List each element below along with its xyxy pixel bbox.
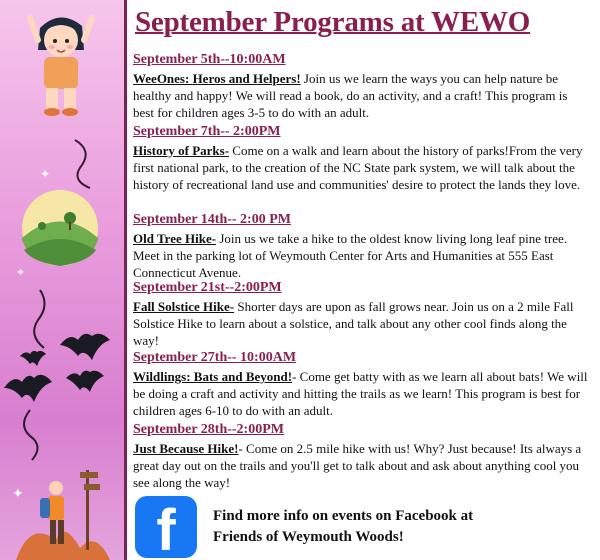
event-date: September 5th--10:00AM — [133, 52, 286, 67]
event-date: September 27th-- 10:00AM — [133, 350, 297, 365]
hiker-illustration — [16, 470, 110, 560]
event-date: September 7th-- 2:00PM — [133, 124, 281, 139]
event-date: September 21st--2:00PM — [133, 280, 282, 295]
program-content — [133, 0, 595, 560]
facebook-logo-letter: f — [156, 498, 176, 558]
swirl-decoration — [34, 290, 44, 348]
event-sept-27 — [133, 350, 591, 419]
event-sept-21 — [133, 280, 591, 349]
event-name: Old Tree Hike- — [133, 231, 217, 246]
event-text: - Come on 2.5 mile hike with us! Why? Just because! Its always a great day out on the trails and you'll get to talk about and ask about anything cool you see along the way! — [133, 441, 582, 490]
event-text: Shorter days are upon as fall grows near. Join us on a 2 mile Fall Solstice Hike to learn about a solstice, and talk about any other cool finds along the way! — [133, 299, 574, 348]
event-description — [133, 70, 591, 121]
event-date: September 28th--2:00PM — [133, 422, 284, 437]
event-description — [133, 142, 591, 193]
facebook-info-line-1: Find more info on events on Facebook at — [213, 508, 474, 524]
event-name: History of Parks- — [133, 143, 230, 158]
event-sept-5 — [133, 52, 591, 121]
decorative-sidebar — [0, 0, 124, 560]
facebook-info-line-2: Friends of Weymouth Woods! — [213, 529, 404, 545]
facebook-logo-icon — [135, 496, 197, 558]
event-description — [133, 298, 591, 349]
event-sept-7 — [133, 124, 591, 193]
landscape-illustration — [22, 190, 98, 266]
bats-illustration — [4, 334, 110, 402]
sidebar-divider — [124, 0, 127, 560]
svg-text:✦: ✦ — [12, 487, 24, 502]
page-title: September Programs at WEWO — [135, 6, 531, 38]
facebook-info — [213, 506, 593, 548]
sidebar-illustrations — [0, 0, 124, 560]
girl-illustration — [30, 17, 92, 116]
event-name: Just Because Hike! — [133, 441, 239, 456]
event-description — [133, 368, 591, 419]
event-text: Join us we take a hike to the oldest know living long leaf pine tree. Meet in the parking lot of Weymouth Center for Arts and Humanities at 555 East Connecticut Avenue. — [133, 231, 567, 280]
event-name: Fall Solstice Hike- — [133, 299, 235, 314]
svg-text:✦: ✦ — [40, 167, 51, 181]
event-name: Wildlings: Bats and Beyond! — [133, 369, 293, 384]
event-description — [133, 440, 591, 491]
event-sept-14 — [133, 212, 591, 281]
event-date: September 14th-- 2:00 PM — [133, 212, 291, 227]
event-description — [133, 230, 591, 281]
event-name: WeeOnes: Heros and Helpers! — [133, 71, 301, 86]
svg-text:✦: ✦ — [16, 267, 26, 279]
event-sept-28 — [133, 422, 591, 491]
swirl-decoration — [75, 140, 90, 188]
swirl-decoration — [24, 410, 38, 460]
event-text: - Come get batty with as we learn all about bats! We will be doing a craft and activity and hitting the trails as we learn! This program is best for children ages 6-10 to do with an adult. — [133, 369, 588, 418]
event-text: Join us we learn the ways you can help nature be healthy and happy! We will read a book, do an activity, and a craft! This program is best for children ages 3-5 to do with an adult. — [133, 71, 568, 120]
event-text: Come on a walk and learn about the history of parks!From the very first national park, to the creation of the NC State park system, we will talk about the history of recreational land use and communities' desire to protect the lands they love. — [133, 143, 583, 192]
